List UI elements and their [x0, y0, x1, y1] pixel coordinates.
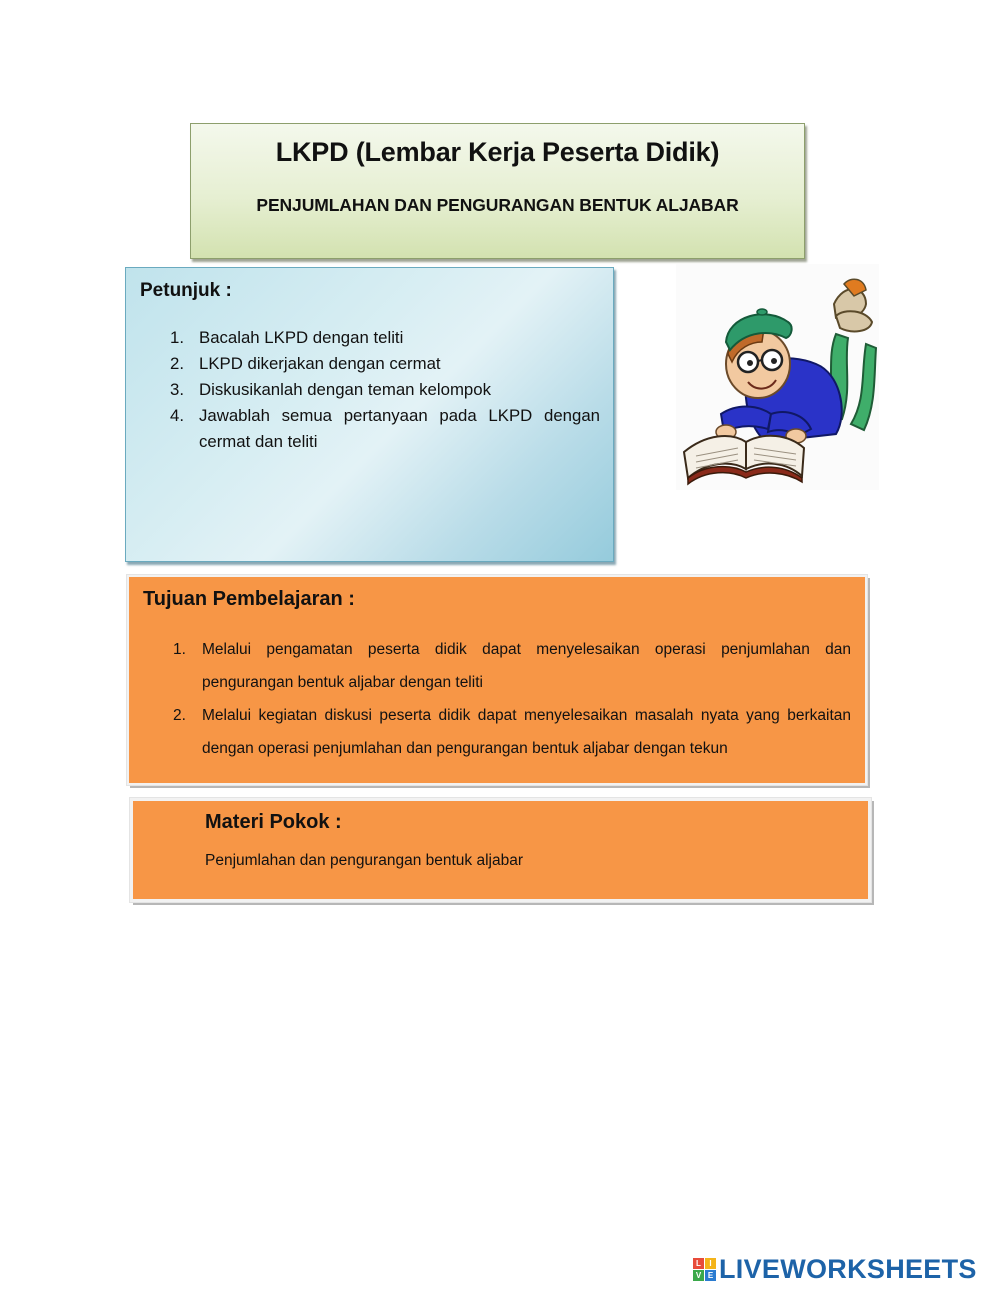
logo-tiles-icon: L I V E — [693, 1258, 717, 1282]
objectives-list — [171, 633, 851, 765]
main-material-box — [130, 798, 871, 902]
instructions-heading: Petunjuk : — [140, 280, 232, 301]
list-item: 2. Melalui kegiatan diskusi peserta didik dapat menyelesaikan masalah nyata yang berkaitan dengan operasi penjumlahan dan pengurangan bentuk aljabar dengan tekun — [173, 707, 851, 757]
list-item: 3. Diskusikanlah dengan teman kelompok — [170, 380, 491, 399]
objectives-heading: Tujuan Pembelajaran : — [143, 588, 355, 610]
title-box — [190, 123, 805, 259]
list-item: 2. LKPD dikerjakan dengan cermat — [170, 354, 441, 373]
boy-reading-illustration — [676, 264, 879, 490]
learning-objectives-box — [127, 575, 867, 785]
material-heading: Materi Pokok : — [205, 811, 342, 833]
list-item: 1. Melalui pengamatan peserta didik dapat menyelesaikan operasi penjumlahan dan pengurangan bentuk aljabar dengan teliti — [173, 641, 851, 691]
instructions-box — [125, 267, 614, 562]
liveworksheets-logo — [693, 1254, 993, 1286]
list-item: 4. Jawablah semua pertanyaan pada LKPD dengan cermat dan teliti — [170, 406, 600, 451]
material-text: Penjumlahan dan pengurangan bentuk aljabar — [205, 852, 523, 869]
list-item: 1. Bacalah LKPD dengan teliti — [170, 328, 404, 347]
instructions-list — [166, 325, 600, 455]
logo-text: LIVEWORKSHEETS — [719, 1254, 977, 1284]
worksheet-subtitle: PENJUMLAHAN DAN PENGURANGAN BENTUK ALJABAR — [256, 195, 739, 215]
worksheet-title: LKPD (Lembar Kerja Peserta Didik) — [275, 137, 720, 167]
